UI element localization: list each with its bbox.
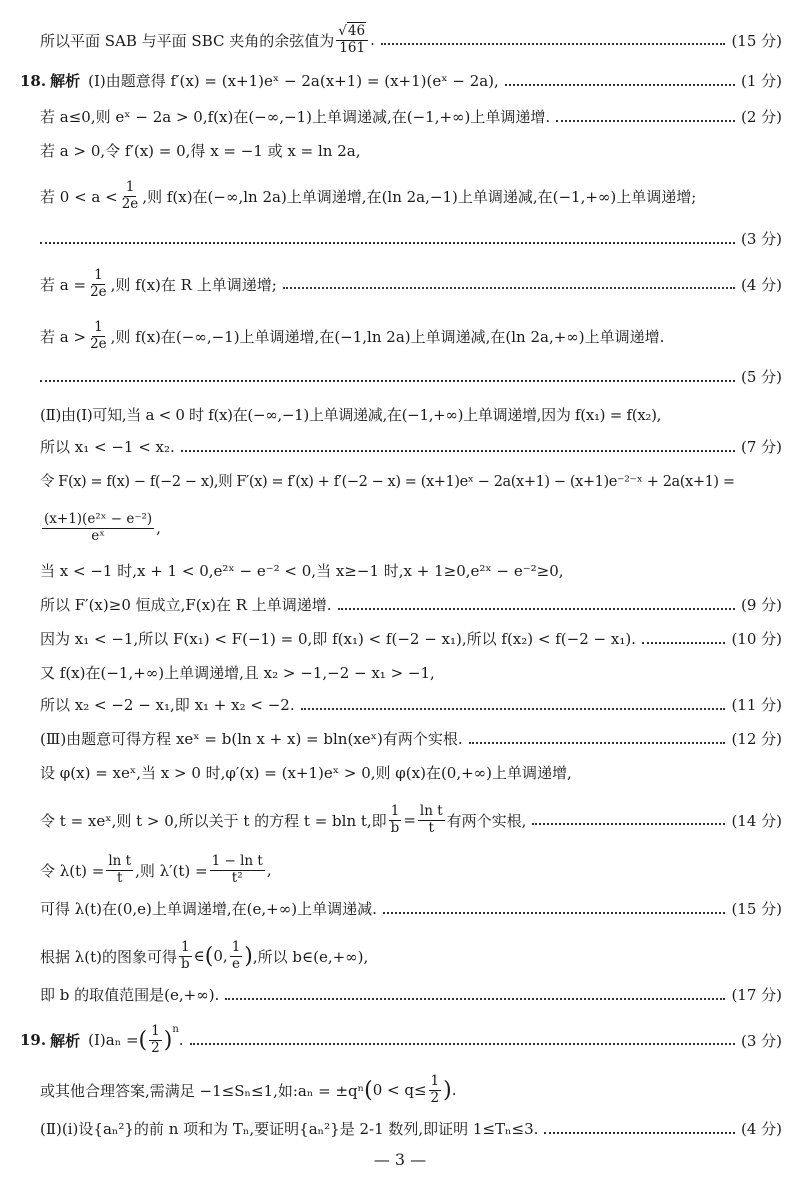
dot-leader: [338, 608, 735, 610]
dot-leader: [532, 823, 725, 825]
score-label: (15 分): [731, 900, 782, 918]
fraction: $\frac{√46}{161}$: [336, 24, 368, 56]
fraction: $\frac{\text{ln t}}{t}$: [108, 853, 132, 886]
line-score-3: [40, 228, 782, 249]
dot-leader: [283, 287, 735, 289]
dot-leader: [301, 708, 726, 710]
text: 所以平面 SAB 与平面 SBC 夹角的余弦值为: [40, 31, 335, 50]
line-case-small-a: 若 0 < a < $\frac{1}{2e}$ ,则 f(x)在(−∞,ln 2a)上单调递增,在(ln 2a,−1)上单调递减,在(−1,+∞)上单调递增;: [40, 179, 697, 212]
dot-leader: [642, 642, 725, 644]
fraction: $\frac{1}{2e}$: [90, 319, 107, 352]
line-lambda: 令 λ(t) = $\frac{\text{ln t}}{t}$ ,则 λ′(t) = $\frac{\text{1 − ln t}}{\text{t²}}$ ,: [40, 853, 272, 886]
fraction: $\frac{\text{ln t}}{t}$: [419, 803, 443, 836]
line-a-le-0: 若 a≤0,则 eˣ − 2a > 0,f(x)在(−∞,−1)上单调递减,在(−1,+∞)上单调递增. (2 分): [40, 108, 782, 126]
analysis-label: 解析: [50, 1031, 81, 1050]
score-label: (12 分): [731, 730, 782, 748]
line-part-3: (Ⅲ)由题意可得方程 xeˣ = b(ln x + x) = bln(xeˣ)有两个实根. (12 分): [40, 730, 782, 748]
line-lambda-monotonic: 可得 λ(t)在(0,e)上单调递增,在(e,+∞)上单调递减. (15 分): [40, 900, 782, 918]
line-x1-x2: 所以 x₁ < −1 < x₂. (7 分): [40, 438, 782, 456]
dot-leader: [225, 998, 725, 1000]
fraction: $\frac{1}{b}$: [390, 803, 400, 836]
dot-leader: [190, 1043, 735, 1045]
score-label: (15 分): [731, 31, 782, 50]
score-label: (7 分): [740, 438, 782, 456]
score-label: (1 分): [740, 72, 782, 90]
fraction: $\frac{\text{(x+1)(e²ˣ − e⁻²)}}{\text{eˣ}}$: [44, 511, 153, 544]
fraction: $\frac{1}{2}$: [430, 1073, 440, 1106]
score-label: (2 分): [740, 108, 782, 126]
line-phi: 设 φ(x) = xeˣ,当 x > 0 时,φ′(x) = (x+1)eˣ > 0,则 φ(x)在(0,+∞)上单调递增,: [40, 764, 572, 782]
dot-leader: [544, 1132, 735, 1134]
dot-leader: [381, 43, 726, 45]
page-number: — 3 —: [373, 1150, 427, 1169]
line-other-answers: 或其他合理答案,需满足 −1≤Sₙ≤1,如:aₙ = ±qⁿ ( 0 < q≤ $\frac{1}{2}$ ) .: [40, 1073, 457, 1106]
score-label: (3 分): [740, 1031, 782, 1050]
dot-leader: [383, 912, 726, 914]
score-label: (11 分): [731, 696, 782, 714]
line-b-range: 即 b 的取值范围是(e,+∞). (17 分): [40, 986, 782, 1004]
line-sign-analysis: 当 x < −1 时,x + 1 < 0,e²ˣ − e⁻² < 0,当 x≥−1 时,x + 1≥0,e²ˣ − e⁻²≥0,: [40, 562, 564, 580]
line-part-2-i: (Ⅱ)(ⅰ)设{aₙ²}的前 n 项和为 Tₙ,要证明{aₙ²}是 2-1 数列,即证明 1≤Tₙ≤3. (4 分): [40, 1120, 782, 1138]
line-f-increasing: 又 f(x)在(−1,+∞)上单调递增,且 x₂ > −1,−2 − x₁ > −1,: [40, 664, 435, 682]
problem-number: 18.: [20, 71, 47, 90]
line-cosine-value: 所以平面 SAB 与平面 SBC 夹角的余弦值为 $\frac{√46}{161}$ . (15 分): [40, 23, 782, 56]
line-F-derivative: $\frac{\text{(x+1)(e²ˣ − e⁻²)}}{\text{eˣ}}$ ,: [44, 511, 161, 544]
text: (Ⅰ)由题意得 f′(x) = (x+1)eˣ − 2a(x+1) = (x+1)(eˣ − 2a),: [88, 72, 499, 90]
score-label: (4 分): [740, 275, 782, 294]
analysis-label: 解析: [50, 72, 81, 90]
problem-number: 19.: [20, 1031, 47, 1050]
score-label: (10 分): [731, 630, 782, 648]
problem-18-header: [20, 70, 782, 91]
problem-19-header: 19. 解析 (Ⅰ)aₙ = ( $\frac{1}{2}$ ) $^n$ . (3 分): [20, 1023, 782, 1056]
fraction: $\frac{1}{2e}$: [90, 267, 107, 300]
score-label: (14 分): [731, 811, 782, 830]
dot-leader: [181, 450, 735, 452]
line-case-equal-a: 若 a = $\frac{1}{2e}$ ,则 f(x)在 R 上单调递增; (4 分): [40, 267, 782, 300]
score-label: (4 分): [740, 1120, 782, 1138]
score-label: (17 分): [731, 986, 782, 1004]
dot-leader: [40, 380, 735, 382]
line-a-gt-0: 若 a > 0,令 f′(x) = 0,得 x = −1 或 x = ln 2a,: [40, 142, 361, 160]
line-case-large-a: 若 a > $\frac{1}{2e}$ ,则 f(x)在(−∞,−1)上单调递增,在(−1,ln 2a)上单调递减,在(ln 2a,+∞)上单调递增.: [40, 319, 665, 352]
fraction: $\frac{1}{2}$: [151, 1023, 160, 1056]
fraction: $\frac{1}{b}$: [181, 939, 190, 972]
line-substitute-t: 令 t = xeˣ,则 t > 0,所以关于 t 的方程 t = bln t,即 $\frac{1}{b}$ = $\frac{\text{ln t}}{t}$ 有两个实根, (14 分): [40, 803, 782, 836]
line-conclusion-2: 所以 x₂ < −2 − x₁,即 x₁ + x₂ < −2. (11 分): [40, 696, 782, 714]
line-part-2-intro: (Ⅱ)由(Ⅰ)可知,当 a < 0 时 f(x)在(−∞,−1)上单调递减,在(−1,+∞)上单调递增,因为 f(x₁) = f(x₂),: [40, 406, 662, 424]
line-define-F: 令 F(x) = f(x) − f(−2 − x),则 F′(x) = f′(x) + f′(−2 − x) = (x+1)eˣ − 2a(x+1) − (x+1)e⁻²⁻ˣ + 2a(x+1) =: [40, 474, 735, 490]
score-label: (9 分): [740, 596, 782, 614]
line-lambda-graph: 根据 λ(t)的图象可得 $\frac{1}{b}$ ∈ ( 0, $\frac{1}{e}$ ) ,所以 b∈(e,+∞),: [40, 939, 369, 972]
score-label: (5 分): [740, 368, 782, 386]
dot-leader: [40, 242, 735, 244]
fraction: $\frac{1}{2e}$: [121, 179, 139, 212]
dot-leader: [556, 120, 735, 122]
dot-leader: [505, 84, 735, 86]
dot-leader: [469, 742, 726, 744]
line-because-x1: 因为 x₁ < −1,所以 F(x₁) < F(−1) = 0,即 f(x₁) < f(−2 − x₁),所以 f(x₂) < f(−2 − x₁). (10 分): [40, 630, 782, 648]
line-F-increasing: 所以 F′(x)≥0 恒成立,F(x)在 R 上单调递增. (9 分): [40, 596, 782, 614]
fraction: $\frac{1}{e}$: [231, 939, 241, 972]
fraction: $\frac{\text{1 − ln t}}{\text{t²}}$: [211, 853, 263, 886]
line-score-5: [40, 366, 782, 387]
score-label: (3 分): [740, 230, 782, 248]
